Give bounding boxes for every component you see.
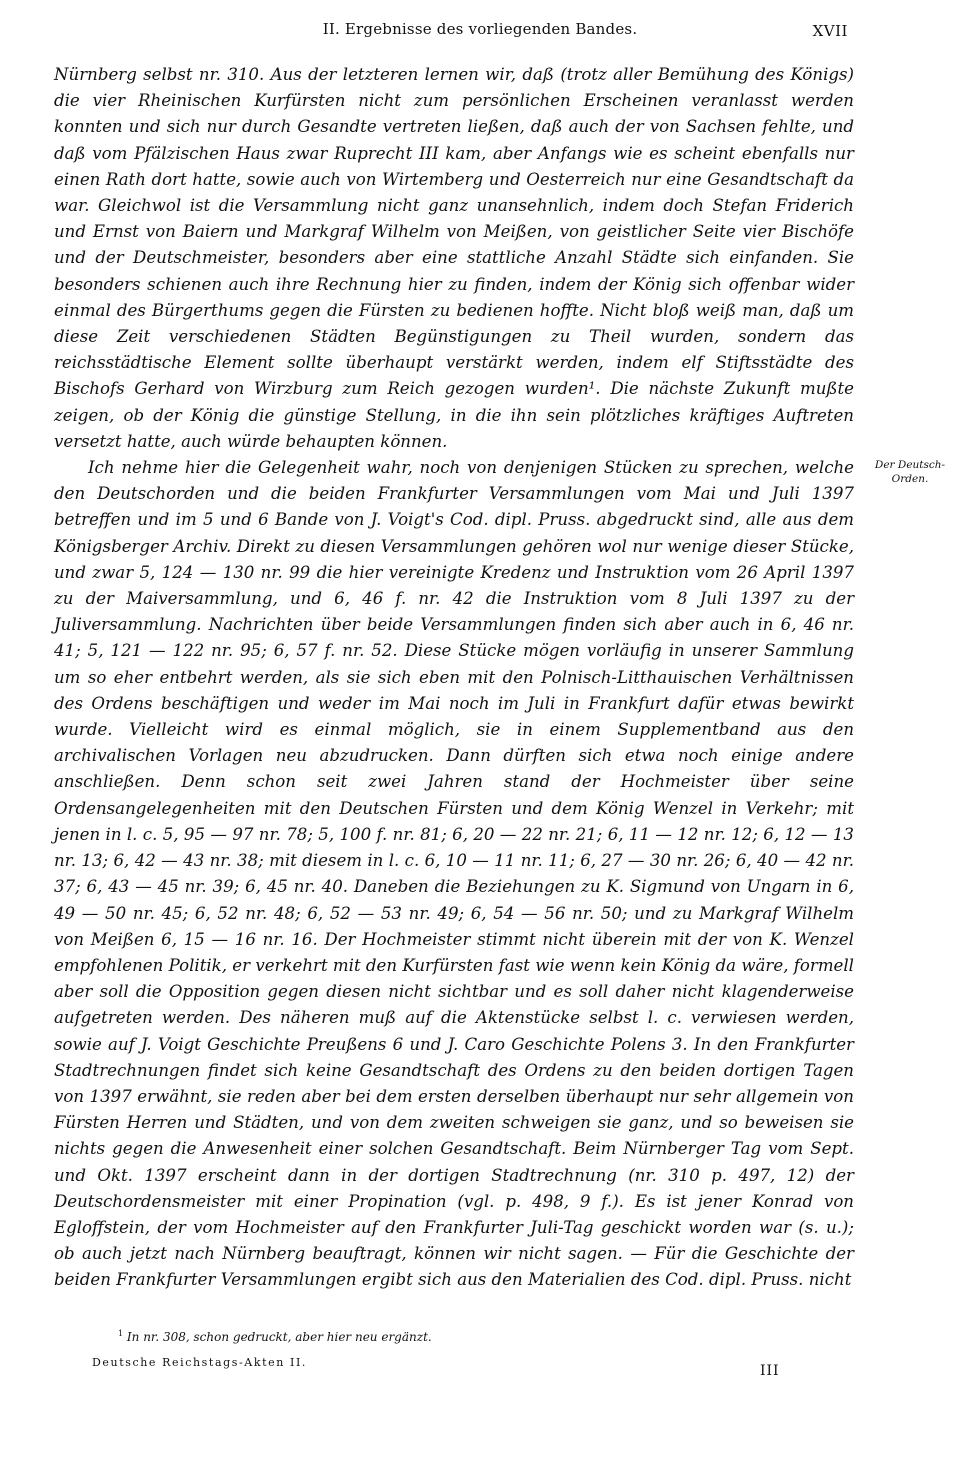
running-title: II. Ergebnisse des vorliegenden Bandes. (322, 20, 638, 38)
page-header (0, 20, 960, 48)
paragraph: Nürnberg selbst nr. 310. Aus der letzteren lernen wir, daß (trotz aller Bemühung des Königs) die vier Rheinischen Kurfürsten nicht zum persönlichen Erscheinen veranlasst werden konnten und sich nur durch Gesandte vertreten ließen, daß auch der von Sachsen fehlte, und daß vom Pfälzischen Haus zwar Ruprecht III kam, aber Anfangs wie es scheint ebenfalls nur einen Rath dort hatte, sowie auch von Wirtemberg und Oesterreich nur eine Gesandtschaft da war. Gleichwol ist die Versammlung nicht ganz unansehnlich, indem doch Stefan Friderich und Ernst von Baiern und Markgraf Wilhelm von Meißen, von geistlicher Seite vier Bischöfe und der Deutschmeister, besonders aber eine stattliche Anzahl Städte sich einfanden. Sie besonders schienen auch ihre Rechnung hier zu finden, indem der König sich offenbar wider einmal des Bürgerthums gegen die Fürsten zu bedienen hoffte. Nicht bloß weiß man, daß um diese Zeit verschiedenen Städten Begünstigungen zu Theil wurden, sondern das reichsstädtische Element sollte überhaupt verstärkt werden, indem elf Stiftsstädte des Bischofs Gerhard von Wirzburg zum Reich gezogen wurden¹. Die nächste Zukunft mußte zeigen, ob der König die günstige Stellung, in die ihn sein plötzliches kräftiges Auftreten versetzt hatte, auch würde behaupten können. (54, 65, 854, 451)
margin-note: Der Deutsch-Orden. (874, 459, 946, 485)
page-number: XVII (812, 22, 848, 40)
imprint-line: Deutsche Reichstags-Akten II. (92, 1356, 308, 1369)
footnote (118, 1326, 718, 1345)
sheet-signature: III (760, 1363, 780, 1379)
footnote-marker: 1 (118, 1329, 124, 1338)
footnote-text: In nr. 308, schon gedruckt, aber hier neu ergänzt. (126, 1330, 432, 1344)
paragraph: Ich nehme hier die Gelegenheit wahr, noch von denjenigen Stücken zu sprechen, welche den Deutschorden und die beiden Frankfurter Versammlungen vom Mai und Juli 1397 betreffen und im 5 und 6 Bande von J. Voigt's Cod. dipl. Pruss. abgedruckt sind, alle aus dem Königsberger Archiv. Direkt zu diesen Versammlungen gehören wol nur wenige dieser Stücke, und zwar 5, 124 — 130 nr. 99 die hier vereinigte Kredenz und Instruktion vom 26 April 1397 zu der Maiversammlung, und 6, 46 f. nr. 42 die Instruktion vom 8 Juli 1397 zu der Juliversammlung. Nachrichten über beide Versammlungen finden sich aber auch in 6, 46 nr. 41; 5, 121 — 122 nr. 95; 6, 57 f. nr. 52. Diese Stücke mögen vorläufig in unserer Sammlung um so eher entbehrt werden, als sie sich eben mit den Polnisch-Litthauischen Verhältnissen des Ordens beschäftigen und weder im Mai noch im Juli in Frankfurt dafür etwas bewirkt wurde. Vielleicht wird es einmal möglich, sie in einem Supplementband aus den archivalischen Vorlagen neu abzudrucken. Dann dürften sich etwa noch einige andere anschließen. Denn schon seit zwei Jahren stand der Hochmeister über seine Ordensangelegenheiten mit den Deutschen Fürsten und dem König Wenzel in Verkehr; mit jenen in l. c. 5, 95 — 97 nr. 78; 5, 100 f. nr. 81; 6, 20 — 22 nr. 21; 6, 11 — 12 nr. 12; 6, 12 — 13 nr. 13; 6, 42 — 43 nr. 38; mit diesem in l. c. 6, 10 — 11 nr. 11; 6, 27 — 30 nr. 26; 6, 40 — 42 nr. 37; 6, 43 — 45 nr. 39; 6, 45 nr. 40. Daneben die Beziehungen zu K. Sigmund von Ungarn in 6, 49 — 50 nr. 45; 6, 52 nr. 48; 6, 52 — 53 nr. 49; 6, 54 — 56 nr. 50; und zu Markgraf Wilhelm von Meißen 6, 15 — 16 nr. 16. Der Hochmeister stimmt nicht überein mit der von K. Wenzel empfohlenen Politik, er verkehrt mit den Kurfürsten fast wie wenn kein König da wäre, formell aber soll die Opposition gegen diesen nicht sichtbar und es soll daher nicht klagenderweise aufgetreten werden. Des näheren muß auf die Aktenstücke selbst l. c. verwiesen werden, sowie auf J. Voigt Geschichte Preußens 6 und J. Caro Geschichte Polens 3. In den Frankfurter Stadtrechnungen findet sich keine Gesandtschaft des Ordens zu den beiden dortigen Tagen von 1397 erwähnt, sie reden aber bei dem ersten derselben überhaupt nur sehr allgemein von Fürsten Herren und Städten, und von dem zweiten schweigen sie ganz, und so beweisen sie nichts gegen die Anwesenheit einer solchen Gesandtschaft. Beim Nürnberger Tag vom Sept. und Okt. 1397 erscheint dann in der dortigen Stadtrechnung (nr. 310 p. 497, 12) der Deutschordensmeister mit einer Propination (vgl. p. 498, 9 f.). Es ist jener Konrad von Egloffstein, der vom Hochmeister auf den Frankfurter Juli-Tag geschickt worden war (s. u.); ob auch jetzt nach Nürnberg beauftragt, können wir nicht sagen. — Für die Geschichte der beiden Frankfurter Versammlungen ergibt sich aus den Materialien des Cod. dipl. Pruss. nicht (54, 458, 854, 1290)
main-text (54, 62, 854, 1294)
